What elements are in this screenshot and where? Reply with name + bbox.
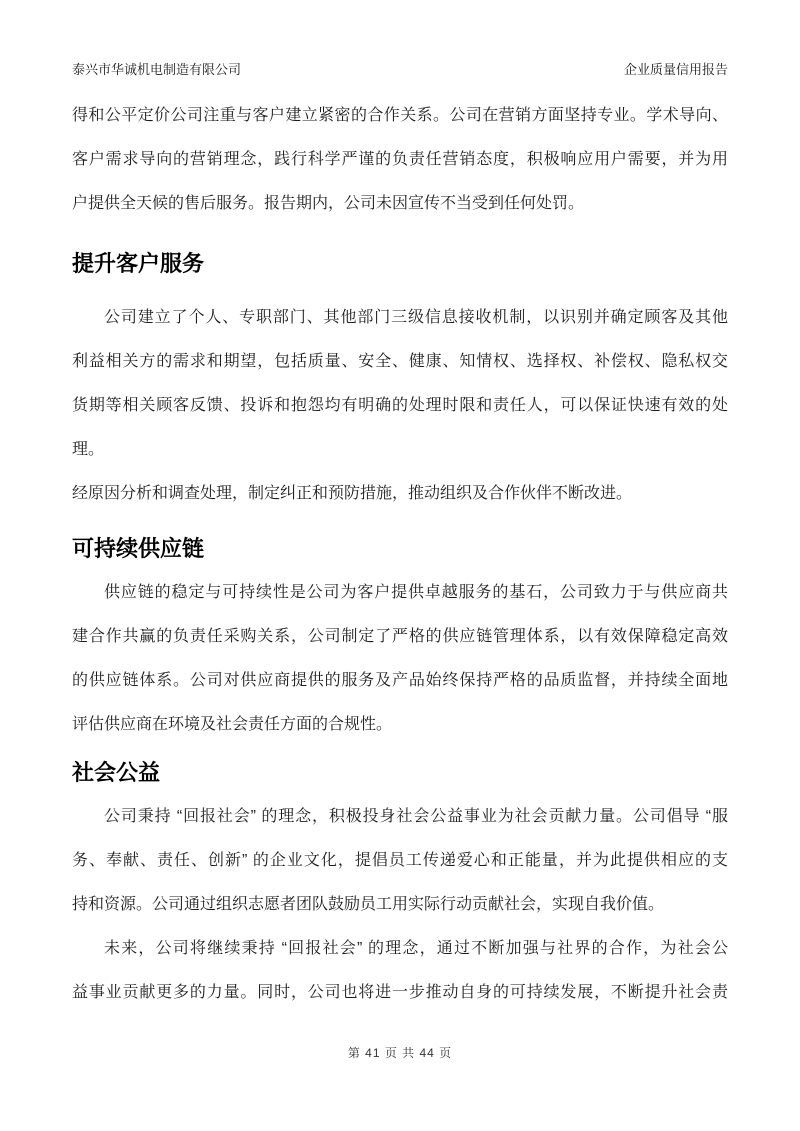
report-title: 企业质量信用报告	[623, 62, 728, 77]
text-line: 务、奉献、责任、创新” 的企业文化，提倡员工传递爱心和正能量，并为此提供相应的支	[72, 852, 728, 869]
section-heading-social-welfare: 社会公益	[72, 760, 161, 785]
company-name: 泰兴市华诚机电制造有限公司	[72, 62, 242, 77]
text-line: 经原因分析和调查处理，制定纠正和预防措施，推动组织及合作伙伴不断改进。	[72, 485, 633, 502]
text-line: 得和公平定价公司注重与客户建立紧密的合作关系。公司在营销方面坚持专业。学术导向、	[72, 107, 728, 124]
text-line: 理。	[72, 441, 105, 458]
text-line: 未来，公司将继续秉持 “回报社会” 的理念，通过不断加强与社界的合作，为社会公	[104, 940, 728, 957]
page-indicator: 第 41 页 共 44 页	[347, 1046, 453, 1060]
text-line: 公司建立了个人、专职部门、其他部门三级信息接收机制，以识别并确定顾客及其他	[104, 309, 728, 326]
text-line: 供应链的稳定与可持续性是公司为客户提供卓越服务的基石，公司致力于与供应商共	[104, 584, 728, 601]
section-heading-customer-service: 提升客户服务	[72, 251, 205, 276]
page-header	[72, 0, 728, 80]
text-line: 户提供全天候的售后服务。报告期内，公司未因宣传不当受到任何处罚。	[72, 195, 585, 212]
text-line: 益事业贡献更多的力量。同时，公司也将进一步推动自身的可持续发展，不断提升社会责	[72, 984, 728, 1001]
paragraph	[72, 472, 728, 516]
text-line: 客户需求导向的营销理念，践行科学严谨的负责任营销态度，积极响应用户需要，并为用	[72, 151, 728, 168]
text-line: 评估供应商在环境及社会责任方面的合规性。	[72, 716, 393, 733]
text-line: 持和资源。公司通过组织志愿者团队鼓励员工用实际行动贡献社会，实现自我价值。	[72, 896, 665, 913]
page-footer	[0, 1044, 800, 1062]
section-heading-sustainable-supply-chain: 可持续供应链	[72, 536, 205, 561]
text-line: 公司秉持 “回报社会” 的理念，积极投身社会公益事业为社会贡献力量。公司倡导 “服	[104, 808, 728, 825]
paragraph	[72, 296, 728, 472]
paragraph	[72, 927, 728, 1015]
text-line: 货期等相关顾客反馈、投诉和抱怨均有明确的处理时限和责任人，可以保证快速有效的处	[72, 397, 728, 414]
paragraph	[72, 795, 728, 927]
intro-paragraph	[72, 94, 728, 226]
text-line: 利益相关方的需求和期望，包括质量、安全、健康、知情权、选择权、补偿权、隐私权交	[72, 353, 728, 370]
text-line: 的供应链体系。公司对供应商提供的服务及产品始终保持严格的品质监督，并持续全面地	[72, 672, 728, 689]
paragraph	[72, 571, 728, 747]
text-line: 建合作共赢的负责任采购关系，公司制定了严格的供应链管理体系，以有效保障稳定高效	[72, 628, 728, 645]
